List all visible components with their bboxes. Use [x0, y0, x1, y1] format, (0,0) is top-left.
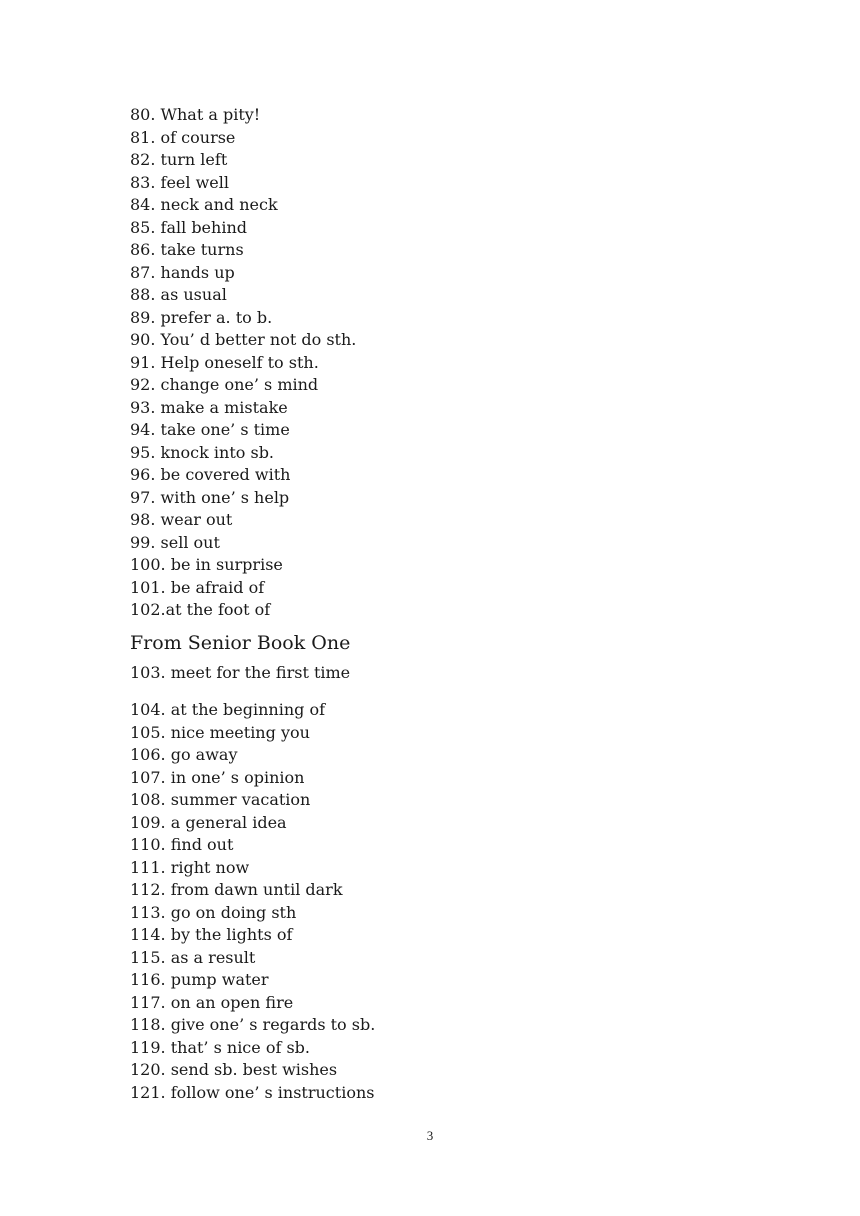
phrase-item: 111. right now — [130, 857, 250, 877]
phrase-list-part1 — [130, 104, 750, 622]
phrase-item: 87. hands up — [130, 262, 235, 282]
phrase-item: 88. as usual — [130, 285, 227, 304]
document-page — [130, 104, 750, 1104]
phrase-item: 85. fall behind — [130, 217, 247, 237]
phrase-item: 106. go away — [130, 745, 238, 764]
phrase-item: 90. You’ d better not do sth. — [130, 330, 357, 349]
phrase-item: 86. take turns — [130, 240, 244, 259]
phrase-item: 121. follow one’ s instructions — [130, 1082, 375, 1102]
phrase-item: 96. be covered with — [130, 465, 291, 484]
phrase-item: 114. by the lights of — [130, 925, 293, 944]
phrase-item: 82. turn left — [130, 150, 228, 169]
phrase-item: 112. from dawn until dark — [130, 880, 343, 899]
phrase-item: 109. a general idea — [130, 812, 287, 832]
phrase-item: 84. neck and neck — [130, 195, 278, 214]
phrase-item: 119. that’ s nice of sb. — [130, 1037, 310, 1057]
phrase-item: 80. What a pity! — [130, 105, 261, 124]
phrase-item: 101. be afraid of — [130, 577, 265, 597]
phrase-item: 83. feel well — [130, 172, 229, 192]
phrase-item: 93. make a mistake — [130, 397, 288, 417]
phrase-item: 98. wear out — [130, 510, 233, 529]
section-heading: From Senior Book One — [130, 631, 351, 654]
spacer — [130, 684, 750, 699]
phrase-item: 91. Help oneself to sth. — [130, 352, 319, 372]
phrase-item: 115. as a result — [130, 947, 256, 967]
phrase-item: 102.at the foot of — [130, 600, 271, 619]
phrase-item: 95. knock into sb. — [130, 442, 275, 462]
phrase-list-part2 — [130, 662, 750, 685]
phrase-item: 94. take one’ s time — [130, 420, 290, 439]
phrase-item: 81. of course — [130, 127, 236, 147]
page-number: 3 — [426, 1128, 434, 1143]
phrase-item: 105. nice meeting you — [130, 722, 310, 742]
phrase-item: 118. give one’ s regards to sb. — [130, 1015, 376, 1034]
phrase-item: 113. go on doing sth — [130, 902, 297, 922]
phrase-item: 117. on an open fire — [130, 992, 294, 1012]
phrase-item: 103. meet for the first time — [130, 662, 351, 682]
phrase-item: 104. at the beginning of — [130, 700, 326, 719]
phrase-item: 120. send sb. best wishes — [130, 1060, 338, 1079]
phrase-list-part3 — [130, 699, 750, 1104]
phrase-item: 107. in one’ s opinion — [130, 767, 305, 787]
phrase-item: 108. summer vacation — [130, 790, 311, 809]
phrase-item: 92. change one’ s mind — [130, 375, 319, 394]
phrase-item: 100. be in surprise — [130, 555, 283, 574]
phrase-item: 110. find out — [130, 835, 234, 854]
phrase-item: 97. with one’ s help — [130, 487, 290, 507]
phrase-item: 99. sell out — [130, 532, 220, 552]
phrase-item: 116. pump water — [130, 970, 269, 989]
phrase-item: 89. prefer a. to b. — [130, 307, 273, 327]
